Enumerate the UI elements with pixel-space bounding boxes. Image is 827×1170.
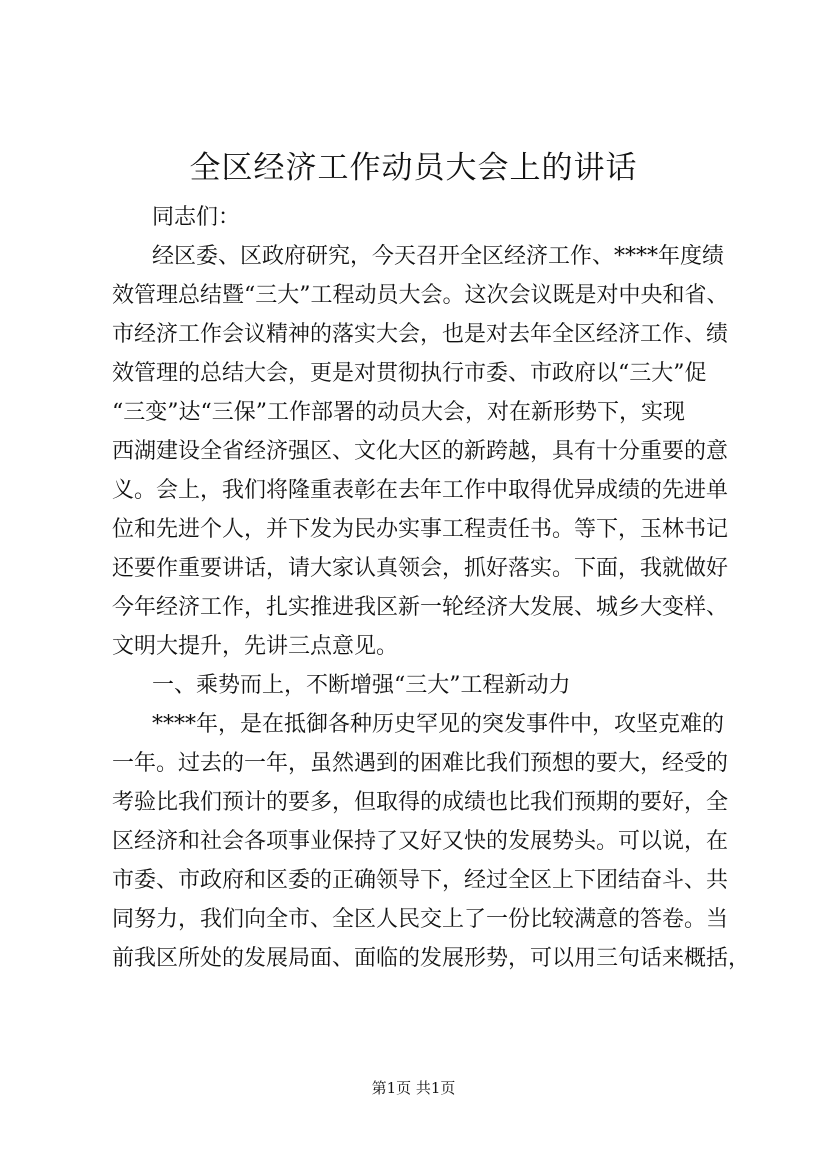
body-line: 义。会上，我们将隆重表彰在去年工作中取得优异成绩的先进单	[112, 478, 729, 503]
body-line: 文明大提升，先讲三点意见。	[112, 634, 399, 659]
body-line: 效管理总结暨“三大”工程动员大会。这次会议既是对中央和省、	[112, 283, 729, 308]
body-line: 区经济和社会各项事业保持了又好又快的发展势头。可以说，在	[112, 829, 729, 854]
document-title: 全区经济工作动员大会上的讲话	[189, 150, 638, 186]
body-line: 位和先进个人，并下发为民办实事工程责任书。等下，玉林书记	[112, 517, 729, 542]
body-line: 今年经济工作，扎实推进我区新一轮经济大发展、城乡大变样、	[112, 595, 729, 620]
page-footer: 第1页 共1页	[371, 1079, 456, 1097]
body-line: 一年。过去的一年，虽然遇到的困难比我们预想的要大，经受的	[112, 751, 729, 776]
body-line: 前我区所处的发展局面、面临的发展形势，可以用三句话来概括，	[112, 946, 751, 971]
body-line: “三变”达“三保”工作部署的动员大会，对在新形势下，实现	[112, 400, 685, 425]
document-body	[112, 198, 751, 978]
body-line: 西湖建设全省经济强区、文化大区的新跨越，具有十分重要的意	[112, 439, 729, 464]
salutation: 同志们：	[152, 205, 241, 230]
body-line: 市委、市政府和区委的正确领导下，经过全区上下团结奋斗、共	[112, 868, 729, 893]
body-line: 考验比我们预计的要多，但取得的成绩也比我们预期的要好，全	[112, 790, 729, 815]
section-heading: 一、乘势而上，不断增强“三大”工程新动力	[152, 673, 571, 698]
body-line: 经区委、区政府研究，今天召开全区经济工作、****年度绩	[152, 244, 725, 269]
body-line: 市经济工作会议精神的落实大会，也是对去年全区经济工作、绩	[112, 322, 729, 347]
body-line: 效管理的总结大会，更是对贯彻执行市委、市政府以“三大”促	[112, 361, 707, 386]
body-line: ****年，是在抵御各种历史罕见的突发事件中，攻坚克难的	[152, 712, 725, 737]
body-line: 同努力，我们向全市、全区人民交上了一份比较满意的答卷。当	[112, 907, 729, 932]
body-line: 还要作重要讲话，请大家认真领会，抓好落实。下面，我就做好	[112, 556, 729, 581]
